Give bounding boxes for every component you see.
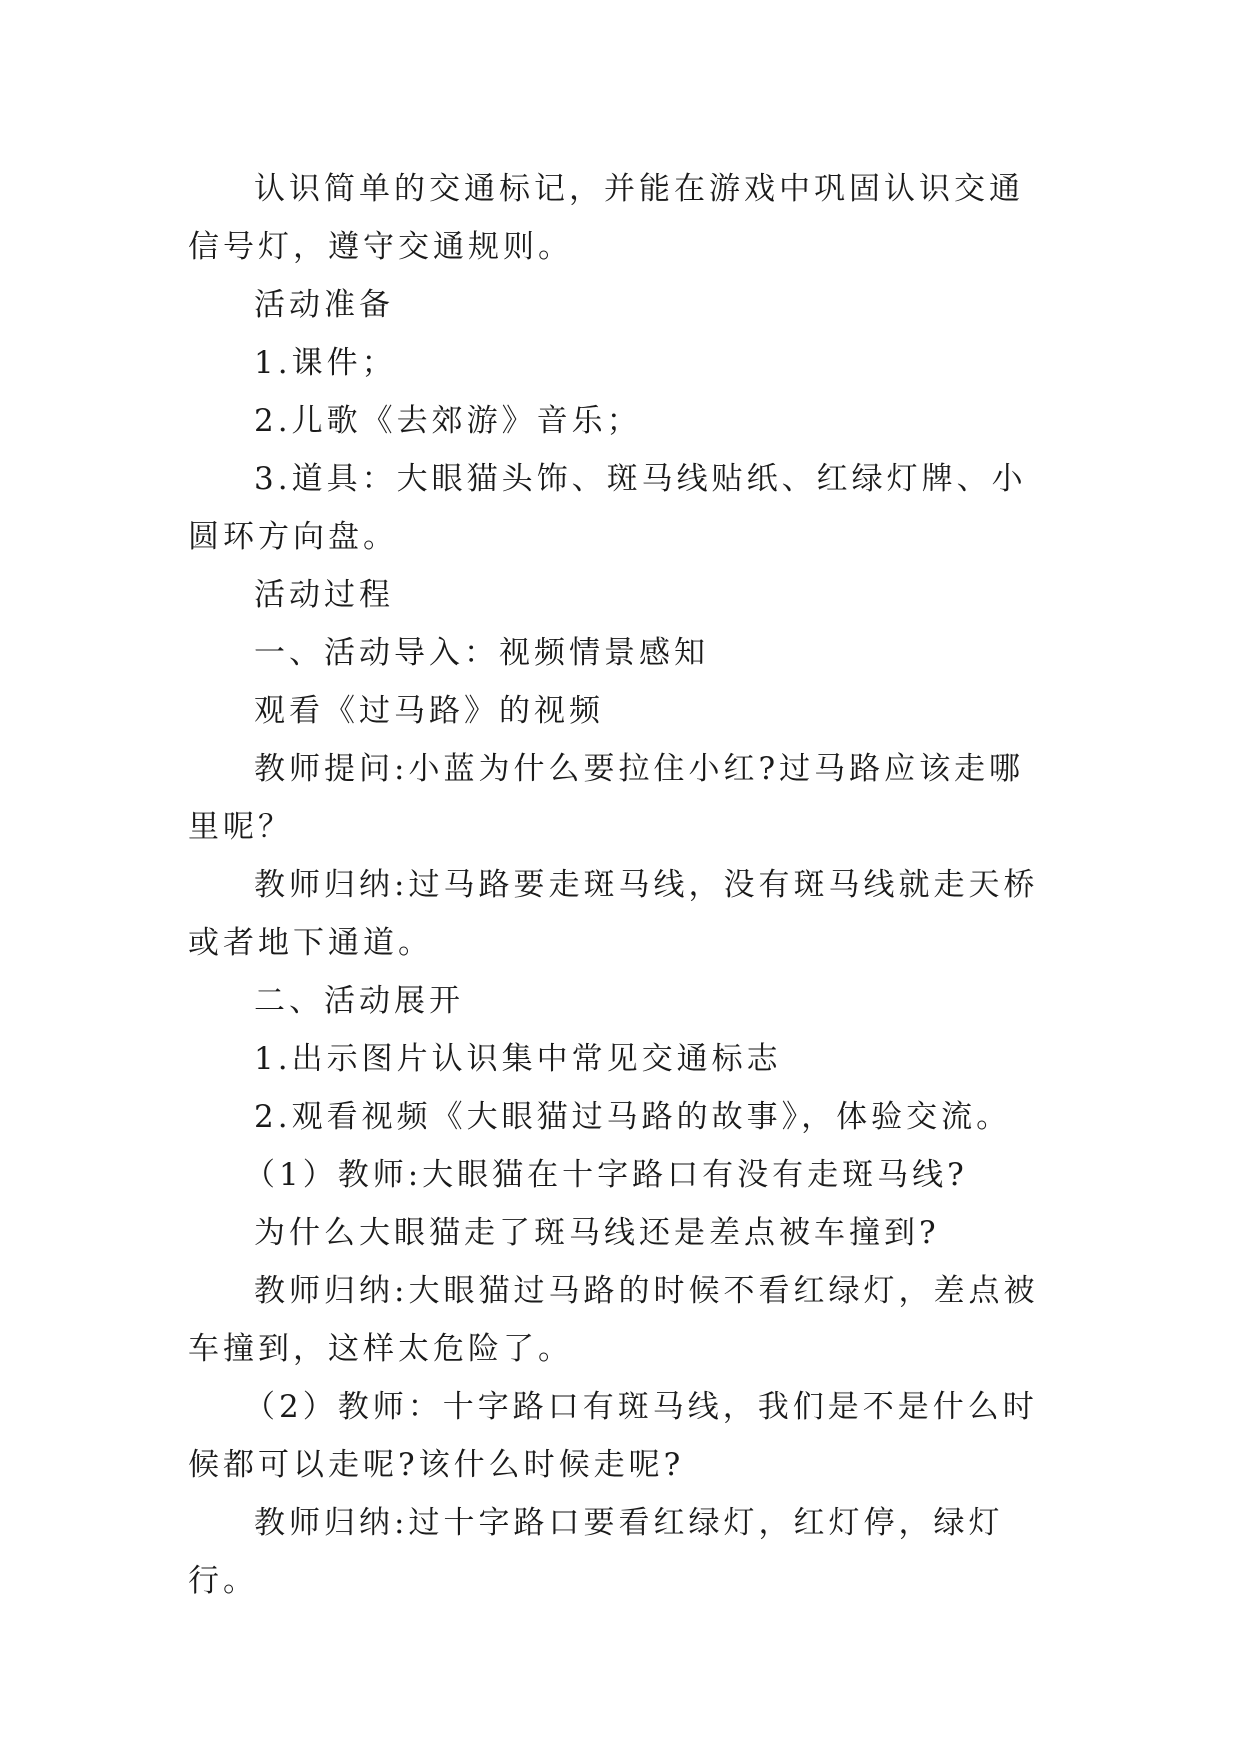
paragraph-watch-video: 观看《过马路》的视频 xyxy=(254,693,604,729)
paragraph-teacher-summary-2: 教师归纳:大眼猫过马路的时候不看红绿灯，差点被车撞到，这样太危险了。 xyxy=(188,1273,1039,1367)
sub-item-question-1: （1）教师:大眼猫在十字路口有没有走斑马线? xyxy=(244,1157,968,1193)
paragraph-why-question: 为什么大眼猫走了斑马线还是差点被车撞到? xyxy=(254,1215,940,1251)
list-item-show-pictures: 1.出示图片认识集中常见交通标志 xyxy=(254,1041,782,1077)
list-item-courseware: 1.课件； xyxy=(254,345,397,381)
section-heading-development: 二、活动展开 xyxy=(254,983,464,1019)
heading-activity-process: 活动过程 xyxy=(254,577,394,613)
paragraph-teacher-summary-3: 教师归纳:过十字路口要看红绿灯，红灯停，绿灯行。 xyxy=(188,1505,1004,1599)
list-item-watch-story: 2.观看视频《大眼猫过马路的故事》，体验交流。 xyxy=(254,1099,1012,1135)
paragraph-objective: 认识简单的交通标记，并能在游戏中巩固认识交通信号灯，遵守交通规则。 xyxy=(188,171,1024,265)
sub-item-question-2: （2）教师：十字路口有斑马线，我们是不是什么时候都可以走呢?该什么时候走呢? xyxy=(188,1389,1038,1483)
list-item-props: 3.道具：大眼猫头饰、斑马线贴纸、红绿灯牌、小圆环方向盘。 xyxy=(188,461,1027,555)
heading-activity-preparation: 活动准备 xyxy=(254,287,394,323)
paragraph-teacher-question: 教师提问:小蓝为什么要拉住小红?过马路应该走哪里呢？ xyxy=(188,751,1025,845)
paragraph-teacher-summary-1: 教师归纳:过马路要走斑马线，没有斑马线就走天桥或者地下通道。 xyxy=(188,867,1039,961)
list-item-song-music: 2.儿歌《去郊游》音乐； xyxy=(254,403,642,439)
section-heading-introduction: 一、活动导入：视频情景感知 xyxy=(254,635,709,671)
document-body xyxy=(188,160,1052,1610)
